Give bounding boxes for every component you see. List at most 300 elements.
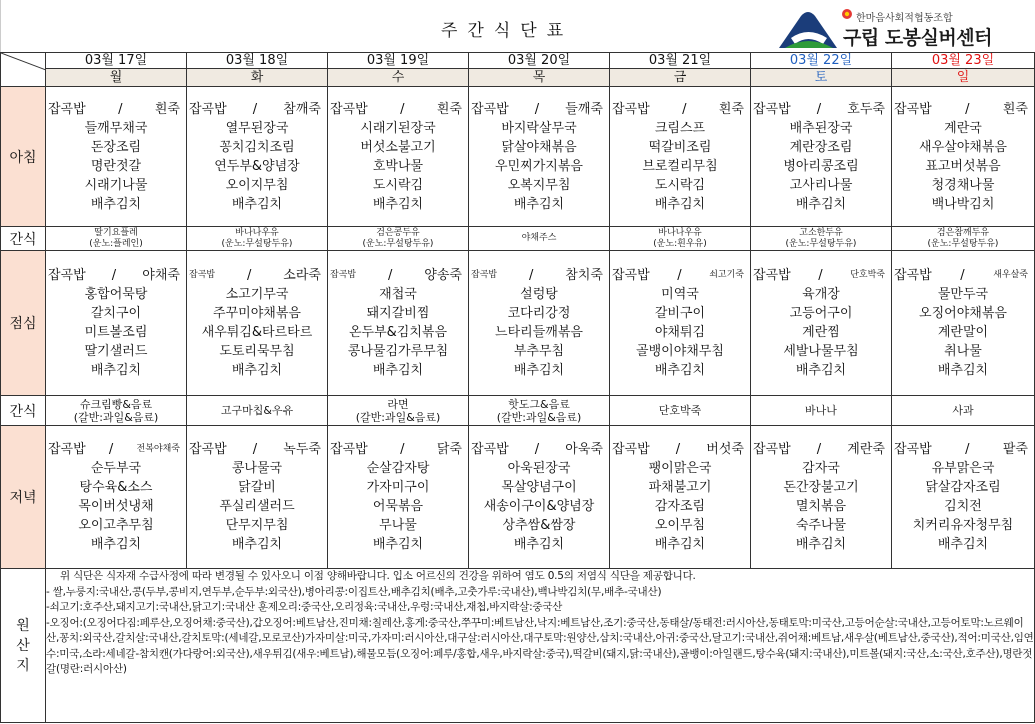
lunch-cell: [892, 251, 1035, 396]
note-line: -오징어:(오징어다짐:페루산,오징어채:중국산),갑오징어:베트남산,진미채:칠레산,홍게:중국산,쭈꾸미:베트남산,낙지:베트남산,조기:중국산,동태살/동태전:러시아산,동태토막:미국산,고등어순살:국내산,고등어토막:노르웨이산,꽁치:외국산,갈치살:국내산,갈치토막:(세네갈,모로코산)가자미살:미국,가자미:러시아산,대구살:러시아산,대구토막:원양산,삼치:국내산,아귀:중국산,달고기:국내산,쥐어채:베트남,새우살(베트남산,중국산),적어:미국산,임연수:미국,소라:세네갈-참치캔(가다랑어:외국산),새우튀김(새우:베트남),해물모듬(오징어:페루/홍합,새우,바지락살:중국),떡갈비(돼지,닭:국내산),골뱅이:아일랜드,탕수육(돼지:국내산),미트볼(돼지:국산,소:국산,호주산),명란젓갈(명란:러시아산): [46, 616, 1034, 675]
origin-label-char: 지: [16, 657, 30, 674]
date-cell: 03월 19일: [328, 53, 469, 69]
menu-item: 계란말이: [937, 325, 989, 340]
menu-item: 오징어야채볶음: [919, 306, 1007, 321]
menu-item: 갈치구이: [90, 306, 142, 321]
origin-label-char: 원: [16, 617, 30, 634]
menu-item: 명란젓갈: [90, 158, 142, 174]
porridge-label: 야채죽: [142, 268, 180, 283]
dinner-cell: [187, 426, 328, 569]
menu-item: 설렁탕: [520, 287, 558, 302]
menu-list: [469, 100, 609, 214]
menu-item: 코다리강정: [507, 306, 571, 321]
menu-item: 상추쌈&쌈장: [502, 518, 576, 533]
porridge-label: 흰죽: [154, 101, 180, 117]
snack-item: (운노:흰우유): [653, 238, 707, 249]
weekday-cell: 수: [328, 69, 469, 87]
meal-label-dinner: 저녁: [1, 426, 46, 569]
breakfast-cell: [892, 87, 1035, 227]
menu-list: [328, 100, 468, 214]
table-corner: [1, 53, 46, 87]
snack1-row: [1, 227, 1035, 251]
rice-porridge-line: [187, 440, 327, 459]
menu-item: 배추김치: [795, 363, 847, 378]
menu-item: 도시락김: [372, 177, 424, 193]
rice-label: 잡곡밥: [330, 101, 368, 117]
menu-item: 시래기나물: [84, 177, 148, 193]
menu-item: 유부맑은국: [931, 461, 995, 476]
menu-item: 열무된장국: [225, 120, 289, 136]
porridge-label: 단호박죽: [850, 270, 885, 280]
menu-item: 고사리나물: [789, 177, 853, 193]
menu-item: 고등어구이: [789, 306, 853, 321]
rice-label: 잡곡밥: [189, 442, 227, 457]
dinner-cell: [610, 426, 751, 569]
dinner-row: [1, 426, 1035, 569]
porridge-label: 호두죽: [847, 101, 885, 117]
menu-item: 우민찌가지볶음: [495, 158, 583, 174]
snack-item: (운노:무설탕두유): [221, 238, 293, 249]
rice-porridge-line: [46, 100, 186, 119]
snack-item: 검은참깨두유: [936, 227, 990, 238]
slash-separator: /: [818, 268, 823, 283]
snack-item: (갈반:과일&음료): [355, 410, 441, 424]
menu-item: 야채튀김: [654, 325, 706, 340]
menu-item: 청경채나물: [931, 177, 995, 193]
rice-porridge-line: [328, 440, 468, 459]
breakfast-cell: [469, 87, 610, 227]
rice-label: 잡곡밥: [48, 442, 86, 457]
weekday-cell: 화: [187, 69, 328, 87]
lunch-cell: [187, 251, 328, 396]
menu-item: 새우살야채볶음: [919, 139, 1007, 155]
menu-item: 새우튀김&타르타르: [201, 325, 313, 340]
rice-porridge-line: [892, 100, 1034, 119]
dinner-cell: [892, 426, 1035, 569]
rice-label: 잡곡밥: [330, 442, 368, 457]
rice-label: 잡곡밥: [753, 268, 791, 283]
weekday-cell: 월: [46, 69, 187, 87]
mountain-logo-icon: [777, 8, 839, 50]
menu-item: 파채불고기: [648, 480, 712, 495]
menu-item: 배추김치: [937, 537, 989, 552]
rice-label: 잡곡밥: [471, 101, 509, 117]
snack-cell: [328, 396, 469, 426]
slash-separator: /: [529, 268, 534, 283]
weekday-cell: 금: [610, 69, 751, 87]
slash-separator: /: [400, 101, 405, 117]
snack-item: (운노:무설탕두유): [927, 238, 999, 249]
porridge-label: 쇠고기죽: [709, 270, 744, 280]
dinner-cell: [751, 426, 892, 569]
lunch-cell: [610, 251, 751, 396]
menu-item: 브로컬리무침: [642, 158, 718, 174]
menu-item: 취나물: [944, 344, 982, 359]
snack-cell: [469, 396, 610, 426]
menu-item: 배추김치: [90, 537, 142, 552]
porridge-label: 흰죽: [718, 101, 744, 117]
snack-cell: [187, 227, 328, 251]
meal-label-snack: 간식: [1, 227, 46, 251]
menu-list: [892, 266, 1034, 380]
menu-item: 순살감자탕: [366, 461, 430, 476]
menu-item: 계란국: [944, 120, 982, 136]
menu-item: 김치전: [944, 499, 982, 514]
rice-label: 잡곡밥: [330, 270, 357, 280]
menu-item: 새송이구이&양념장: [483, 499, 595, 514]
page-title: 주간식단표: [441, 21, 574, 41]
snack-item: (운노:무설탕두유): [362, 238, 434, 249]
menu-item: 들깨무채국: [84, 120, 148, 136]
org-name: 구립 도봉실버센터: [843, 27, 992, 49]
menu-list: [751, 266, 891, 380]
menu-item: 딸기샐러드: [84, 344, 148, 359]
rice-porridge-line: [751, 266, 891, 285]
menu-item: 배추김치: [231, 363, 283, 378]
snack-item: (운노:플레인): [89, 238, 143, 249]
date-cell-saturday: 03월 22일: [751, 53, 892, 69]
menu-table: [0, 52, 1035, 723]
porridge-label: 참깨죽: [283, 101, 321, 117]
snack-cell: [46, 396, 187, 426]
menu-item: 배추김치: [513, 363, 565, 378]
dinner-cell: [469, 426, 610, 569]
snack-item: (운노:무설탕두유): [785, 238, 857, 249]
rice-porridge-line: [187, 100, 327, 119]
slash-separator: /: [111, 268, 117, 283]
menu-list: [328, 440, 468, 554]
menu-list: [46, 266, 186, 380]
weekday-row: [1, 69, 1035, 87]
menu-list: [610, 100, 750, 214]
porridge-label: 닭죽: [436, 442, 462, 457]
date-cell: 03월 20일: [469, 53, 610, 69]
snack-item: (갈반:과일&음료): [496, 410, 582, 424]
snack-item: 딸기요플레: [94, 227, 138, 238]
menu-item: 치커리유자청무침: [912, 518, 1014, 533]
lunch-cell: [751, 251, 892, 396]
rice-label: 잡곡밥: [612, 442, 650, 457]
origin-label: [1, 569, 46, 723]
menu-list: [187, 440, 327, 554]
porridge-label: 들깨죽: [565, 101, 603, 117]
rice-label: 잡곡밥: [894, 442, 932, 457]
rice-label: 잡곡밥: [894, 268, 932, 283]
rice-porridge-line: [892, 440, 1034, 459]
porridge-label: 버섯죽: [706, 442, 744, 457]
origin-label-char: 산: [16, 637, 30, 654]
menu-list: [187, 100, 327, 214]
menu-item: 배추된장국: [789, 120, 853, 136]
menu-item: 배추김치: [90, 196, 142, 212]
porridge-label: 흰죽: [1002, 101, 1028, 117]
slash-separator: /: [247, 268, 252, 283]
menu-item: 주꾸미야채볶음: [213, 306, 301, 321]
menu-item: 호박나물: [372, 158, 424, 174]
breakfast-cell: [751, 87, 892, 227]
weekday-cell-saturday: 토: [751, 69, 892, 87]
snack-item: 야채주스: [521, 233, 557, 243]
menu-item: 가자미구이: [366, 480, 430, 495]
menu-item: 닭갈비: [238, 480, 276, 495]
rice-label: 잡곡밥: [471, 270, 498, 280]
menu-item: 계란찜: [802, 325, 840, 340]
menu-list: [469, 266, 609, 380]
rice-porridge-line: [892, 266, 1034, 285]
menu-item: 탕수육&소스: [79, 480, 153, 495]
menu-item: 계란장조림: [789, 139, 853, 155]
menu-item: 배추김치: [372, 363, 424, 378]
slash-separator: /: [118, 101, 123, 117]
weekday-cell: 목: [469, 69, 610, 87]
page-header: [0, 0, 1035, 52]
menu-item: 배추김치: [654, 196, 706, 212]
rice-porridge-line: [469, 440, 609, 459]
meal-label-breakfast: 아침: [1, 87, 46, 227]
lunch-cell: [328, 251, 469, 396]
menu-item: 무나물: [379, 518, 417, 533]
rice-label: 잡곡밥: [189, 270, 216, 280]
snack-cell: [328, 227, 469, 251]
menu-item: 배추김치: [372, 537, 424, 552]
snack-cell: [751, 227, 892, 251]
slash-separator: /: [534, 101, 540, 117]
menu-list: [892, 440, 1034, 554]
menu-item: 목살양념구이: [501, 480, 577, 495]
slash-separator: /: [675, 442, 681, 457]
snack-item: 슈크림빵&음료: [79, 397, 153, 411]
slash-separator: /: [534, 442, 540, 457]
menu-item: 온두부&김치볶음: [348, 325, 448, 340]
menu-item: 오이고추무침: [78, 518, 154, 533]
menu-item: 떡갈비조림: [648, 139, 712, 155]
slash-separator: /: [677, 268, 682, 283]
menu-item: 오복지무침: [507, 177, 571, 193]
breakfast-cell: [187, 87, 328, 227]
menu-item: 표고버섯볶음: [925, 158, 1001, 174]
menu-item: 갈비구이: [654, 306, 706, 321]
snack-item: 사과: [952, 404, 974, 417]
menu-item: 돈간장불고기: [783, 480, 859, 495]
menu-item: 팽이맑은국: [648, 461, 712, 476]
menu-item: 시래기된장국: [360, 120, 436, 136]
menu-item: 배추김치: [231, 196, 283, 212]
menu-item: 오이지무침: [225, 177, 289, 193]
menu-item: 순두부국: [90, 461, 142, 476]
menu-item: 골뱅이야채무침: [636, 344, 724, 359]
menu-item: 콩나물김가루무침: [347, 344, 449, 359]
menu-item: 돼지갈비찜: [366, 306, 430, 321]
date-cell: 03월 18일: [187, 53, 328, 69]
weekday-cell-sunday: 일: [892, 69, 1035, 87]
rice-label: 잡곡밥: [48, 101, 86, 117]
rice-porridge-line: [610, 266, 750, 285]
menu-item: 배추김치: [795, 196, 847, 212]
slash-separator: /: [252, 101, 258, 117]
menu-list: [610, 440, 750, 554]
slash-separator: /: [965, 442, 970, 457]
menu-item: 배추김치: [937, 363, 989, 378]
snack-cell: [751, 396, 892, 426]
lunch-cell: [46, 251, 187, 396]
menu-item: 육개장: [802, 287, 840, 302]
snack-item: 단호박죽: [658, 404, 702, 417]
org-logo: [777, 6, 1027, 50]
breakfast-cell: [610, 87, 751, 227]
snack-item: (갈반:과일&음료): [73, 410, 159, 424]
rice-porridge-line: [610, 440, 750, 459]
slash-separator: /: [816, 101, 822, 117]
snack-item: 검은콩두유: [376, 227, 420, 238]
menu-item: 아욱된장국: [507, 461, 571, 476]
menu-item: 목이버섯냉채: [78, 499, 154, 514]
lunch-row: [1, 251, 1035, 396]
menu-item: 어묵볶음: [372, 499, 424, 514]
note-line: 위 식단은 식자재 수급사정에 따라 변경될 수 있사오니 이점 양해바랍니다. 입소 어르신의 건강을 위하여 염도 0.5의 저염식 식단을 제공합니다.: [60, 570, 696, 582]
menu-item: 도시락김: [654, 177, 706, 193]
menu-item: 홍합어묵탕: [84, 287, 148, 302]
menu-item: 배추김치: [90, 363, 142, 378]
slash-separator: /: [816, 442, 822, 457]
dinner-cell: [328, 426, 469, 569]
rice-label: 잡곡밥: [612, 101, 650, 117]
menu-item: 배추김치: [513, 537, 565, 552]
snack-cell: [46, 227, 187, 251]
snack-item: 고소한두유: [799, 227, 843, 238]
menu-list: [46, 440, 186, 554]
menu-item: 백나박김치: [931, 196, 995, 212]
menu-list: [892, 100, 1034, 214]
menu-list: [610, 266, 750, 380]
rice-label: 잡곡밥: [753, 101, 791, 117]
org-subtitle: 한마음사회적협동조합: [856, 13, 953, 24]
menu-item: 크림스프: [654, 120, 706, 136]
porridge-label: 참치죽: [565, 268, 603, 283]
meal-label-snack: 간식: [1, 396, 46, 426]
menu-item: 도토리묵무침: [219, 344, 295, 359]
snack-item: 바나나우유: [235, 227, 279, 238]
rice-porridge-line: [610, 100, 750, 119]
menu-item: 감자국: [802, 461, 840, 476]
snack-cell: [892, 227, 1035, 251]
menu-item: 단무지무침: [225, 518, 289, 533]
slash-separator: /: [965, 101, 970, 117]
rice-porridge-line: [751, 100, 891, 119]
menu-item: 배추김치: [795, 537, 847, 552]
menu-item: 닭살감자조림: [925, 480, 1001, 495]
breakfast-row: [1, 87, 1035, 227]
porridge-label: 팥죽: [1002, 442, 1028, 457]
snack-item: 바나나우유: [658, 227, 702, 238]
menu-item: 바지락살무국: [501, 120, 577, 136]
rice-label: 잡곡밥: [471, 442, 509, 457]
rice-label: 잡곡밥: [753, 442, 791, 457]
menu-item: 미역국: [661, 287, 699, 302]
menu-item: 재첩국: [379, 287, 417, 302]
snack-cell: [892, 396, 1035, 426]
snack-item: 핫도그&음료: [508, 397, 570, 411]
corner-diagonal: [1, 53, 46, 87]
porridge-label: 새우살죽: [993, 270, 1028, 280]
menu-item: 배추김치: [654, 363, 706, 378]
snack-cell: [610, 396, 751, 426]
date-cell: 03월 17일: [46, 53, 187, 69]
menu-item: 소고기무국: [225, 287, 289, 302]
menu-item: 콩나물국: [231, 461, 283, 476]
menu-item: 멸치볶음: [795, 499, 847, 514]
rice-porridge-line: [46, 266, 186, 285]
menu-list: [751, 440, 891, 554]
snack-item: 바나나: [805, 404, 837, 417]
rice-porridge-line: [328, 266, 468, 285]
date-cell: 03월 21일: [610, 53, 751, 69]
slash-separator: /: [252, 442, 258, 457]
menu-item: 연두부&양념장: [214, 158, 300, 174]
menu-item: 물만두국: [937, 287, 989, 302]
breakfast-cell: [328, 87, 469, 227]
rice-label: 잡곡밥: [894, 101, 932, 117]
breakfast-cell: [46, 87, 187, 227]
menu-item: 버섯소불고기: [360, 139, 436, 155]
porridge-label: 양송죽: [424, 268, 462, 283]
snack-cell: [187, 396, 328, 426]
snack2-row: [1, 396, 1035, 426]
snack-cell: [610, 227, 751, 251]
rice-porridge-line: [469, 100, 609, 119]
menu-list: [751, 100, 891, 214]
rice-porridge-line: [46, 440, 186, 459]
slash-separator: /: [108, 442, 114, 457]
snack-item: 고구마칩&우유: [220, 404, 294, 417]
menu-item: 닭살야채볶음: [501, 139, 577, 155]
porridge-label: 흰죽: [436, 101, 462, 117]
menu-item: 세발나물무침: [783, 344, 859, 359]
origin-row: [1, 569, 1035, 723]
rice-label: 잡곡밥: [48, 268, 86, 283]
menu-list: [469, 440, 609, 554]
flower-icon: [841, 8, 853, 20]
note-line: -쇠고기:호주산,돼지고기:국내산,닭고기:국내산 훈제오리:중국산,오리정육:국내산,우렁:국내산,재첩,바지락살:중국산: [46, 601, 563, 613]
slash-separator: /: [682, 101, 687, 117]
rice-porridge-line: [187, 266, 327, 285]
slash-separator: /: [400, 442, 405, 457]
menu-list: [187, 266, 327, 380]
menu-item: 배추김치: [654, 537, 706, 552]
menu-item: 숙주나물: [795, 518, 847, 533]
meal-label-lunch: 점심: [1, 251, 46, 396]
origin-notes: [46, 569, 1035, 723]
rice-label: 잡곡밥: [189, 101, 227, 117]
menu-list: [46, 100, 186, 214]
date-row: [1, 53, 1035, 69]
dinner-cell: [46, 426, 187, 569]
note-line: - 쌀,누룽지:국내산,콩(두부,콩비지,연두부,순두부:외국산),병아리콩:이집트산,배추김치(배추,고춧가루:국내산),백나박김치(무,배추-국내산): [46, 585, 662, 598]
porridge-label: 소라죽: [283, 268, 321, 283]
slash-separator: /: [388, 268, 393, 283]
rice-porridge-line: [328, 100, 468, 119]
menu-item: 배추김치: [372, 196, 424, 212]
menu-item: 느타리들깨볶음: [495, 325, 583, 340]
menu-item: 부추무침: [513, 344, 565, 359]
rice-label: 잡곡밥: [612, 268, 650, 283]
rice-porridge-line: [469, 266, 609, 285]
snack-cell: [469, 227, 610, 251]
slash-separator: /: [960, 268, 965, 283]
porridge-label: 계란죽: [847, 442, 885, 457]
menu-list: [328, 266, 468, 380]
porridge-label: 전복야채죽: [136, 444, 180, 454]
menu-item: 꽁치김치조림: [219, 139, 295, 155]
